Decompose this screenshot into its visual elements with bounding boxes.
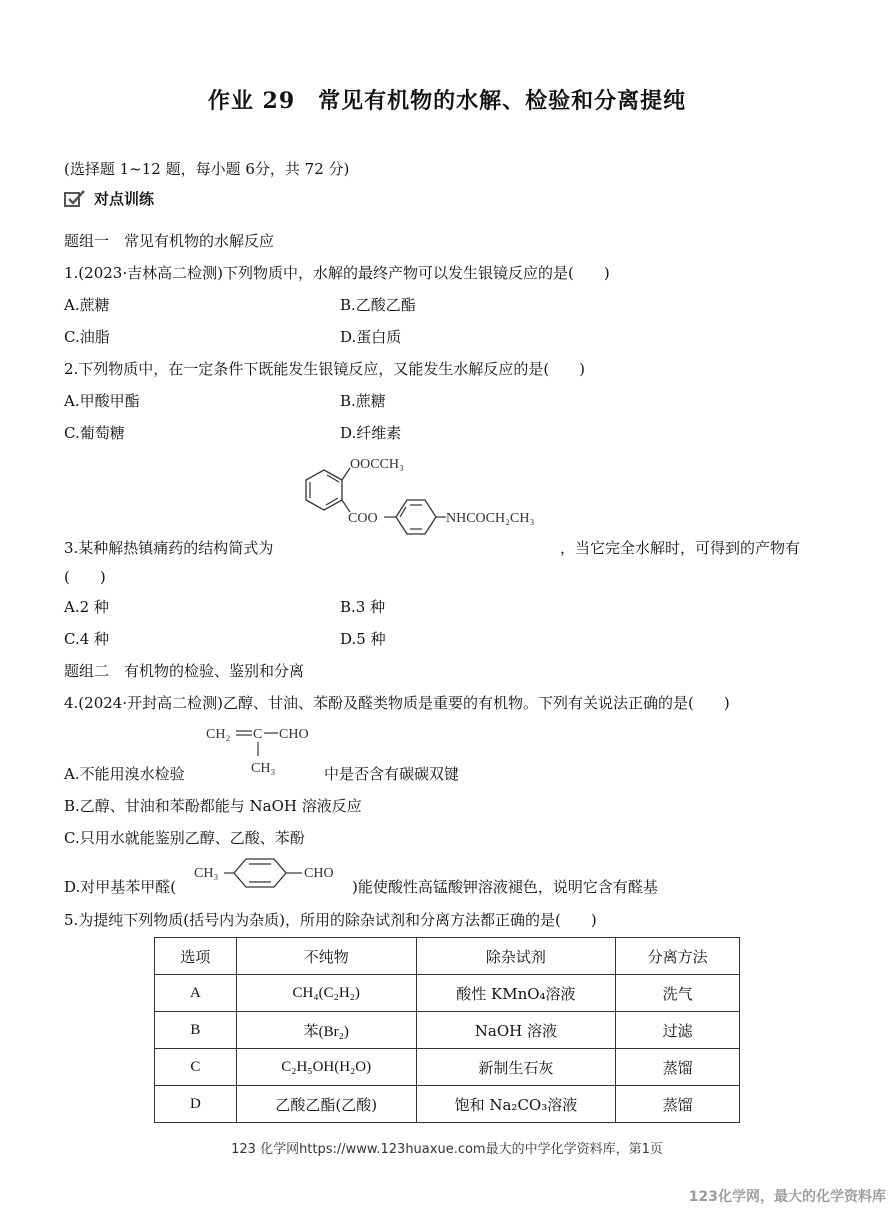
q3-option-d: D.5 种 [340,630,386,648]
group-heading-1: 题组一 常见有机物的水解反应 [64,232,275,250]
q4-option-d-pre: D.对甲基苯甲醛( [64,878,177,896]
q4-methacrolein-structure [204,720,324,776]
table-header-row [155,938,740,975]
question-4-stem: 4.(2024·开封高二检测)乙醇、甘油、苯酚及醛类物质是重要的有机物。下列有关说法正确的是( ) [64,694,730,712]
page-title: 作业 29 常见有机物的水解、检验和分离提纯 [207,88,687,114]
table-row [155,1049,740,1086]
question-3-stem: 3.某种解热镇痛药的结构简式为 [64,539,274,557]
watermark: 123化学网，最大的化学资料库 [688,1189,886,1205]
table-cell: C [155,1049,237,1086]
table-row [155,1086,740,1123]
q3-amide-group: NHCOCH₂CH₃ [446,511,535,526]
table-cell: C₂H₅OH(H₂O) [236,1049,416,1086]
section-label: 对点训练 [94,190,155,208]
q3-ester-group-2: COO [348,511,378,526]
table-cell: CH₄(C₂H₂) [236,975,416,1012]
table-cell: 新制生石灰 [416,1049,616,1086]
q2-option-d: D.纤维素 [340,424,402,442]
group-heading-2: 题组二 有机物的检验、鉴别和分离 [64,662,305,680]
table-cell: 饱和 Na₂CO₃溶液 [416,1086,616,1123]
section-header [64,188,154,209]
q1-option-b: B.乙酸乙酯 [340,296,416,314]
q2-option-c: C.葡萄糖 [64,424,125,442]
q4-option-a-post: 中是否含有碳碳双键 [324,765,460,783]
table-cell: 乙酸乙酯(乙酸) [236,1086,416,1123]
q4-option-c: C.只用水就能鉴别乙醇、乙酸、苯酚 [64,829,305,847]
table-cell: 蒸馏 [616,1049,740,1086]
q4-option-d-post: )能使酸性高锰酸钾溶液褪色，说明它含有醛基 [352,878,658,896]
q3-structure-diagram [296,450,556,550]
q4-struct-ch2: CH₂ [206,727,231,742]
header-cell: 分离方法 [616,938,740,975]
q4-option-b: B.乙醇、甘油和苯酚都能与 NaOH 溶液反应 [64,797,362,815]
q3-option-c: C.4 种 [64,630,110,648]
q2-option-a: A.甲酸甲酯 [64,392,140,410]
q3-ester-group-1: OOCCH₃ [350,457,404,472]
q1-option-c: C.油脂 [64,328,110,346]
table-cell: B [155,1012,237,1049]
q4-tolualdehyde-structure [190,855,352,899]
q4-d-struct-ch3: CH₃ [194,866,219,881]
table-cell: 酸性 KMnO₄溶液 [416,975,616,1012]
table-cell: D [155,1086,237,1123]
table-cell: 苯(Br₂) [236,1012,416,1049]
q3-option-a: A.2 种 [64,598,109,616]
question-3-stem-tail: ，当它完全水解时，可得到的产物有 [560,539,801,557]
table-cell: A [155,975,237,1012]
table-row [155,1012,740,1049]
checklist-icon [64,190,86,208]
table-cell: NaOH 溶液 [416,1012,616,1049]
q4-struct-c: C [253,727,263,742]
question-3-paren: ( ) [64,568,106,586]
q1-option-d: D.蛋白质 [340,328,402,346]
table-cell: 洗气 [616,975,740,1012]
table-cell: 蒸馏 [616,1086,740,1123]
question-1-stem: 1.(2023·吉林高二检测)下列物质中，水解的最终产物可以发生银镜反应的是( ) [64,264,610,282]
question-2-stem: 2.下列物质中，在一定条件下既能发生银镜反应，又能发生水解反应的是( ) [64,360,586,378]
page-footer: 123 化学网https://www.123huaxue.com最大的中学化学资料库，第1页 [231,1142,663,1157]
q4-struct-cho: CHO [279,727,309,742]
table-cell: 过滤 [616,1012,740,1049]
question-5-stem: 5.为提纯下列物质(括号内为杂质)，所用的除杂试剂和分离方法都正确的是( ) [64,911,597,929]
q1-option-a: A.蔗糖 [64,296,110,314]
header-cell: 不纯物 [236,938,416,975]
q4-struct-ch3: CH₃ [251,761,276,776]
q2-option-b: B.蔗糖 [340,392,386,410]
table-row [155,975,740,1012]
q4-option-a-pre: A.不能用溴水检验 [64,765,185,783]
q5-options-table [154,937,740,1123]
q4-d-struct-cho: CHO [304,866,334,881]
q3-option-b: B.3 种 [340,598,386,616]
header-cell: 除杂试剂 [416,938,616,975]
intro-note: (选择题 1~12 题，每小题 6分，共 72 分) [64,160,350,178]
header-cell: 选项 [155,938,237,975]
